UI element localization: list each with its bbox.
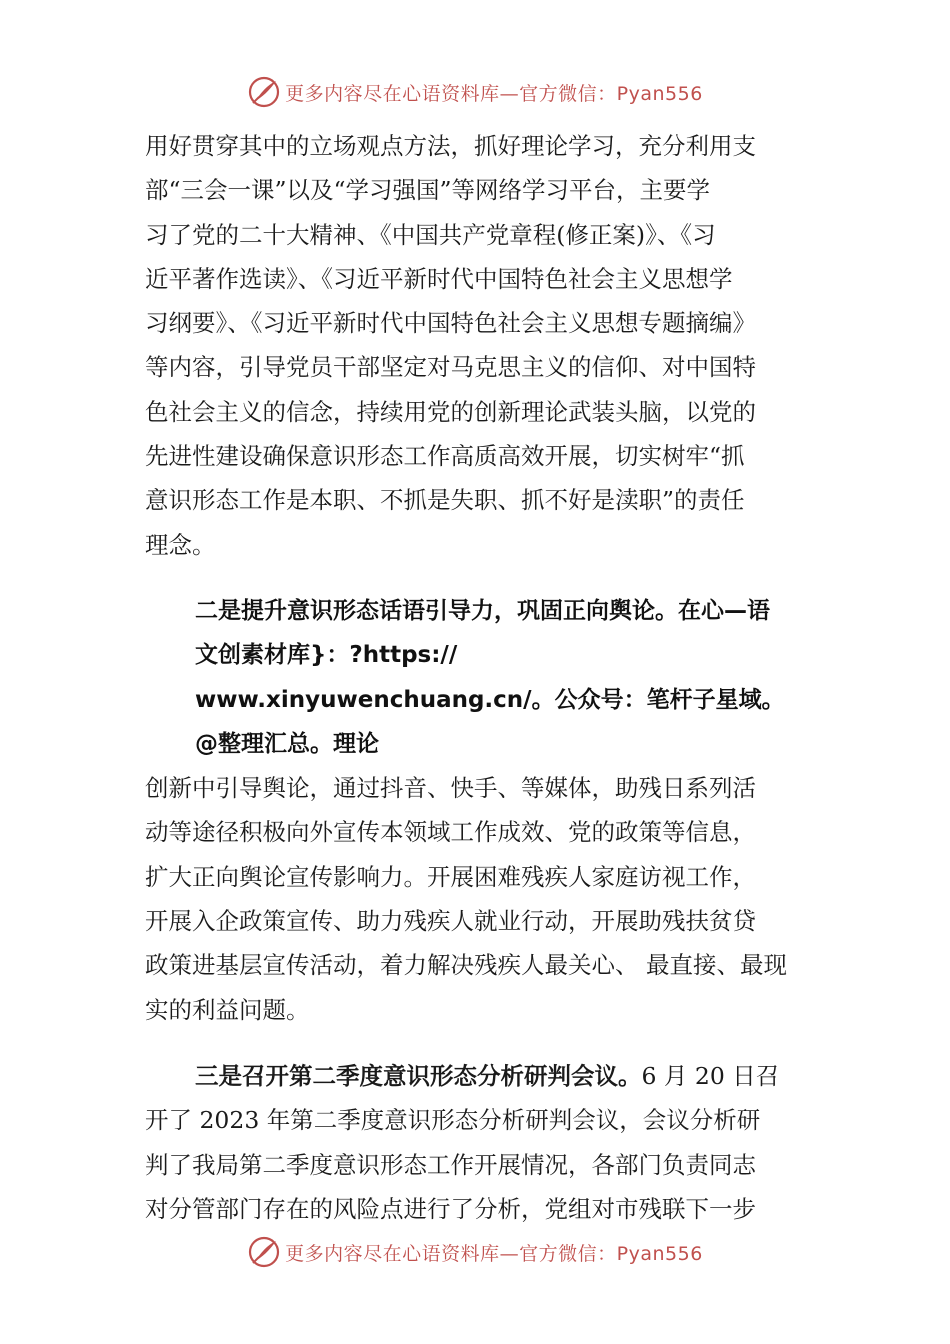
paragraph-meeting: 开了 2023 年第二季度意识形态分析研判会议，会议分析研 判了我局第二季度意识形态工作开展情况，各部门负责同志 对分管部门存在的风险点进行了分析，党组对市残联下一步 <box>145 1106 761 1223</box>
header-banner <box>0 72 950 112</box>
section-heading-3: 三是召开第二季度意识形态分析研判会议。 <box>195 1061 642 1090</box>
paragraph-public-opinion: 创新中引导舆论，通过抖音、快手、等媒体，助残日系列活 动等途径积极向外宣传本领域工作成效、党的政策等信息， 扩大正向舆论宣传影响力。开展困难残疾人家庭访视工作， 开展入企政策宣传、助力残疾人就业行动，开展助残扶贫贷 政策进基层宣传活动，着力解决残疾人最关心、 最直接、最现 实的利益问题。 <box>145 774 787 1024</box>
footer-banner <box>0 1232 950 1272</box>
banner-wechat-id: Pyan556 <box>616 1242 703 1265</box>
document-body <box>145 124 835 1231</box>
banner-text <box>285 79 703 106</box>
quill-logo-icon <box>247 1235 281 1269</box>
banner-label: 更多内容尽在心语资料库—官方微信： <box>285 82 617 105</box>
banner-wechat-id: Pyan556 <box>616 82 703 105</box>
paragraph-meeting-first-line <box>145 1054 835 1098</box>
quill-logo-icon <box>247 75 281 109</box>
section-heading-2: 二是提升意识形态话语引导力，巩固正向舆论。在心—语 文创素材库}：?https:// www.xinyuwenchuang.cn/。公众号：笔杆子星域。 @整理汇总。理论 <box>195 597 785 757</box>
banner-text <box>285 1239 703 1266</box>
paragraph-theory-study: 用好贯穿其中的立场观点方法，抓好理论学习，充分利用支 部“三会一课”以及“学习强国”等网络学习平台，主要学 习了党的二十大精神、《中国共产党章程(修正案)》、《习 近平著作选读》、《习近平新时代中国特色社会主义思想学 习纲要》、《习近平新时代中国特色社会主义思想专题摘编》 等内容，引导党员干部坚定对马克思主义的信仰、对中国特 色社会主义的信念，持续用党的创新理论武装头脑，以党的 先进性建设确保意识形态工作高质高效开展，切实树牢“抓 意识形态工作是本职、不抓是失职、抓不好是渎职”的责任 理念。 <box>145 132 756 559</box>
meeting-date-text: 6 月 20 日召 <box>641 1061 780 1090</box>
banner-label: 更多内容尽在心语资料库—官方微信： <box>285 1242 617 1265</box>
